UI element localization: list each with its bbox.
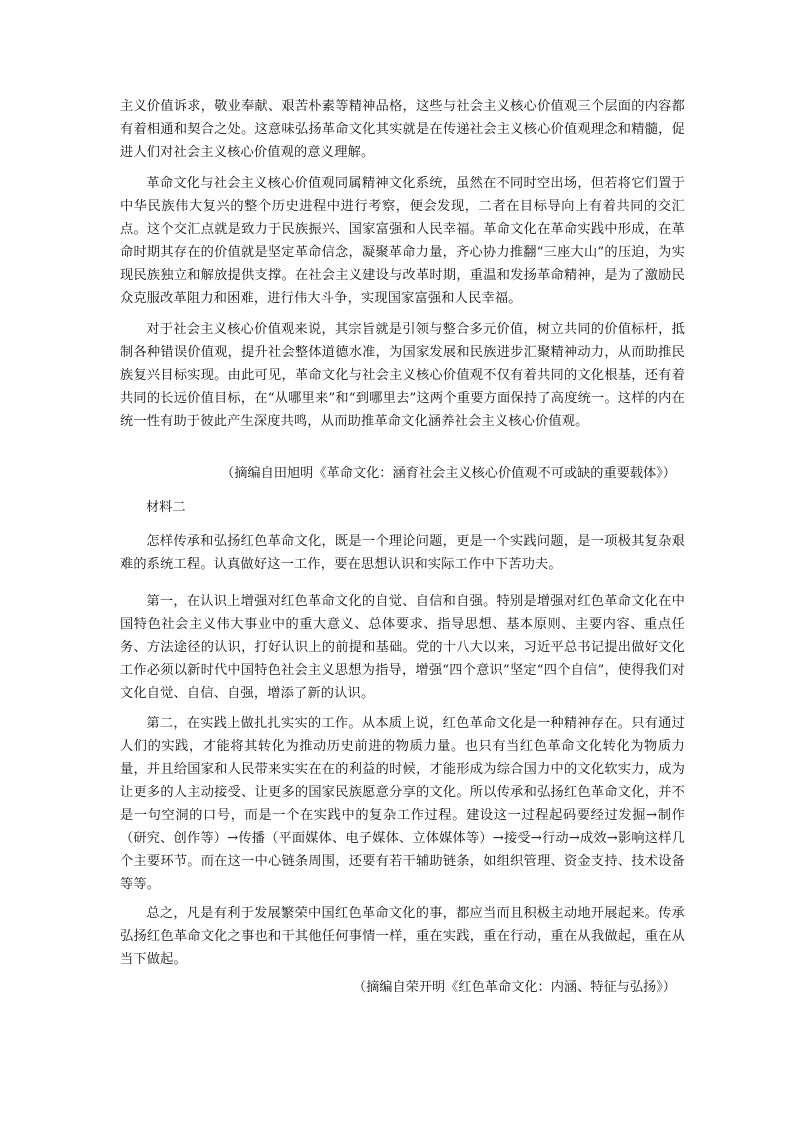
paragraph-text: 革命文化与社会主义核心价值观同属精神文化系统，虽然在不同时空出场，但若将它们置于中华民族伟大复兴的整个历史进程中进行考察，便会发现，二者在目标导向上有着共同的交汇点。这个交汇点就是致力于民族振兴、国家富强和人民幸福。革命文化在革命实践中形成，在革命时期其存在的价值就是坚定革命信念，凝聚革命力量，齐心协力推翻“三座大山”的压迫，为实现民族独立和解放提供支撑。在社会主义建设与改革时期，重温和发扬革命精神，是为了激励民众克服改革阻力和困难，进行伟大斗争，实现国家富强和人民幸福。 [120,176,685,306]
paragraph-6 [120,712,685,896]
paragraph-7 [120,902,685,971]
paragraph-text: 第二，在实践上做扎扎实实的工作。从本质上说，红色革命文化是一种精神存在。只有通过人们的实践，才能将其转化为推动历史前进的物质力量。也只有当红色革命文化转化为物质力量，并且给国家和人民带来实实在在的利益的时候，才能形成为综合国力中的文化软实力，成为让更多的人主动接受、让更多的国家民族愿意分享的文化。所以传承和弘扬红色革命文化，并不是一句空洞的口号，而是一个在实践中的复杂工作过程。建设这一过程起码要经过发掘→制作（研究、创作等）→传播（平面媒体、电子媒体、立体媒体等）→接受→行动→成效→影响这样几个主要环节。而在这一中心链条周围，还要有若干辅助链条，如组织管理、资金支持、技术设备等等。 [120,716,685,892]
paragraph-text: 主义价值诉求，敬业奉献、艰苦朴素等精神品格，这些与社会主义核心价值观三个层面的内容都有着相通和契合之处。这意味弘扬革命文化其实就是在传递社会主义核心价值观理念和精髓，促进人们对社会主义核心价值观的意义理解。 [120,99,685,160]
section-label-material-2: 材料二 [146,500,186,515]
paragraph-3 [120,318,685,433]
paragraph-1 [120,95,685,164]
paragraph-text: 怎样传承和弘扬红色革命文化，既是一个理论问题，更是一个实践问题，是一项极其复杂艰难的系统工程。认真做好这一工作，要在思想认识和实际工作中下苦功夫。 [120,534,685,572]
paragraph-text: 第一，在认识上增强对红色革命文化的自觉、自信和自强。特别是增强对红色革命文化在中国特色社会主义伟大事业中的重大意义、总体要求、指导思想、基本原则、主要内容、重点任务、方法途径的认识，打好认识上的前提和基础。党的十八大以来，习近平总书记提出做好文化工作必须以新时代中国特色社会主义思想为指导，增强“四个意识”坚定“四个自信”，使得我们对文化自觉、自信、自强，增添了新的认识。 [120,594,685,701]
paragraph-5 [120,590,685,705]
source-citation-1: （摘编自田旭明《革命文化：涵育社会主义核心价值观不可或缺的重要载体》） [221,466,676,481]
paragraph-text: 对于社会主义核心价值观来说，其宗旨就是引领与整合多元价值，树立共同的价值标杆，抵制各种错误价值观，提升社会整体道德水准，为国家发展和民族进步汇聚精神动力，从而助推民族复兴目标实现。由此可见，革命文化与社会主义核心价值观不仅有着共同的文化根基，还有着共同的长远价值目标，在“从哪里来”和“到哪里去”这两个重要方面保持了高度统一。这样的内在统一性有助于彼此产生深度共鸣，从而助推革命文化涵养社会主义核心价值观。 [120,322,685,429]
source-citation-2: （摘编自荣开明《红色革命文化：内涵、特征与弘扬》） [352,980,676,995]
paragraph-2 [120,172,685,310]
paragraph-4 [120,530,685,576]
paragraph-text: 总之，凡是有利于发展繁荣中国红色革命文化的事，都应当而且积极主动地开展起来。传承弘扬红色革命文化之事也和干其他任何事情一样，重在实践，重在行动，重在从我做起，重在从当下做起。 [120,906,685,967]
